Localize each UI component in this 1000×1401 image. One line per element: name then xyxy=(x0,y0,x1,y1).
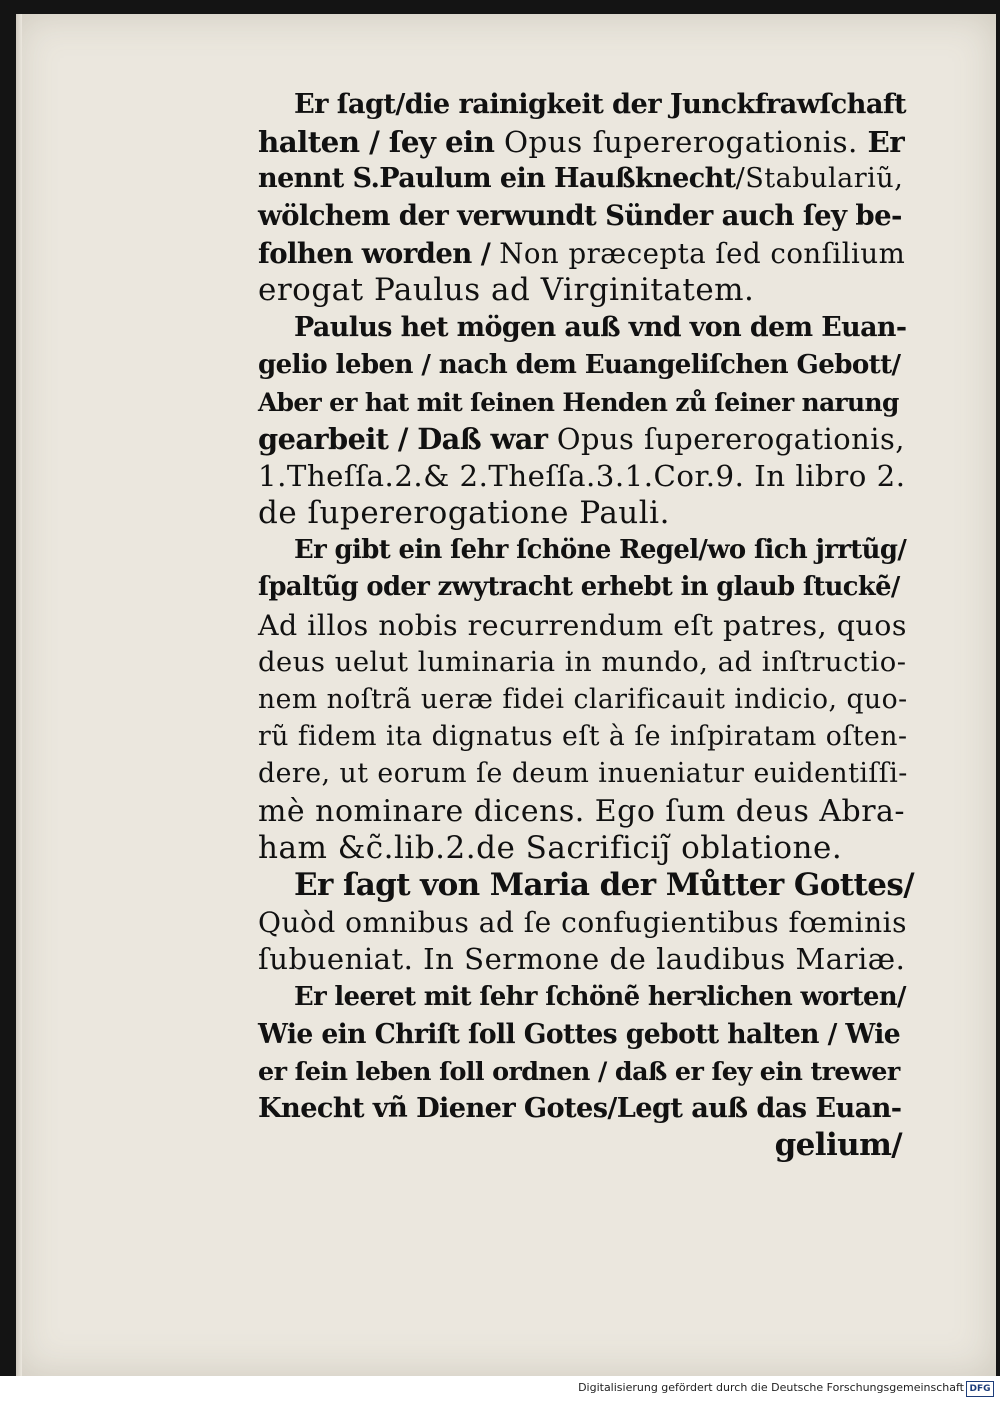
text-line xyxy=(258,160,918,197)
catchword-text: gelium/ xyxy=(774,1127,902,1164)
text-line xyxy=(258,309,918,346)
text-line xyxy=(258,346,918,383)
text-line xyxy=(258,1053,918,1090)
latin-segment: de ſupererogatione Pauli. xyxy=(258,495,670,532)
blackletter-segment: halten / ſey ein xyxy=(258,124,504,160)
blackletter-segment: Knecht vñ Diener Gotes/Legt auß das Euan‑ xyxy=(258,1092,902,1125)
text-line xyxy=(258,458,918,495)
blackletter-segment: Er xyxy=(857,124,905,160)
text-line xyxy=(258,941,918,978)
text-line xyxy=(258,532,918,569)
latin-segment: dere, ut eorum ſe deum inueniatur euidentiſſi‑ xyxy=(258,758,908,790)
dfg-logo: DFG xyxy=(966,1381,994,1397)
text-line xyxy=(258,681,918,718)
latin-segment: mè nominare dicens. Ego ſum deus Abra‑ xyxy=(258,793,906,829)
blackletter-segment: nennt S.Paulum ein Haußknecht xyxy=(258,163,736,195)
blackletter-segment: er ſein leben ſoll ordnen / daß er ſey ein trewer xyxy=(258,1055,900,1086)
digitization-credit: Digitalisierung gefördert durch die Deutsche Forschungsgemeinschaft xyxy=(578,1381,964,1394)
text-line xyxy=(258,830,918,867)
latin-segment: ham &c̃.lib.2.de Sacrificiȷ̃ oblatione. xyxy=(258,829,843,866)
blackletter-segment: gearbeit / Daß war xyxy=(258,421,557,456)
blackletter-segment: ſpaltũg oder zwytracht erhebt in glaub ſtuckẽ/ xyxy=(258,572,900,603)
text-line xyxy=(258,198,918,235)
text-line xyxy=(258,235,918,272)
latin-segment: Opus ſupererogationis, xyxy=(556,421,905,456)
latin-segment: /Stabulariũ, xyxy=(735,163,904,195)
blackletter-segment: gelio leben / nach dem Euangeliſchen Gebott/ xyxy=(258,349,901,381)
blackletter-segment: Er ſagt von Maria der Můtter Gottes/ xyxy=(294,866,914,903)
text-line xyxy=(258,718,918,755)
blackletter-segment: Er leeret mit ſehr ſchönẽ herꝛlichen worten/ xyxy=(294,981,906,1012)
blackletter-segment: Er ſagt/die rainigkeit der Junckfrawſchaft xyxy=(294,88,906,120)
text-line xyxy=(258,272,918,309)
latin-segment: erogat Paulus ad Virginitatem. xyxy=(258,271,755,308)
blackletter-segment: Wie ein Chriſt ſoll Gottes gebott halten / Wie xyxy=(258,1018,901,1050)
blackletter-segment: folhen worden / xyxy=(258,236,500,270)
latin-segment: nem noſtrã ueræ fidei clarificauit indicio, quo‑ xyxy=(258,684,908,715)
latin-segment: ſubueniat. In Sermone de laudibus Mariæ. xyxy=(258,942,906,977)
text-line xyxy=(258,1090,918,1127)
latin-segment: Quòd omnibus ad ſe confugientibus fœminis xyxy=(258,906,907,940)
text-line xyxy=(258,755,918,792)
text-line xyxy=(258,123,918,160)
text-line xyxy=(258,867,918,904)
blackletter-segment: wölchem der verwundt Sünder auch ſey be‑ xyxy=(258,199,902,232)
latin-segment: 1.Theſſa.2.& 2.Theſſa.3.1.Cor.9. In libro 2. xyxy=(258,458,906,493)
document-text-block xyxy=(258,86,918,1164)
blackletter-segment: Paulus het mögen auß vnd von dem Euan‑ xyxy=(294,312,907,344)
catchword xyxy=(258,1127,918,1164)
latin-segment: Non præcepta ſed conſilium xyxy=(499,236,906,270)
text-line xyxy=(258,979,918,1016)
text-line xyxy=(258,644,918,681)
text-line xyxy=(258,607,918,644)
text-line xyxy=(258,495,918,532)
text-line xyxy=(258,793,918,830)
blackletter-segment: Aber er hat mit ſeinen Henden zů ſeiner narung xyxy=(258,387,899,417)
latin-segment: Opus ſupererogationis. xyxy=(503,125,858,160)
latin-segment: Ad illos nobis recurrendum eſt patres, quos xyxy=(258,608,907,642)
text-line xyxy=(258,384,918,421)
text-line xyxy=(258,569,918,606)
text-line xyxy=(258,904,918,941)
blackletter-segment: Er gibt ein ſehr ſchöne Regel/wo ſich jrrtũg/ xyxy=(294,535,907,566)
text-line xyxy=(258,421,918,458)
page-edge xyxy=(16,14,22,1376)
latin-segment: deus uelut luminaria in mundo, ad inſtructio‑ xyxy=(258,646,907,678)
latin-segment: rũ fidem ita dignatus eſt à ſe inſpiratam oſten‑ xyxy=(258,721,908,753)
text-line xyxy=(258,86,918,123)
text-line xyxy=(258,1016,918,1053)
